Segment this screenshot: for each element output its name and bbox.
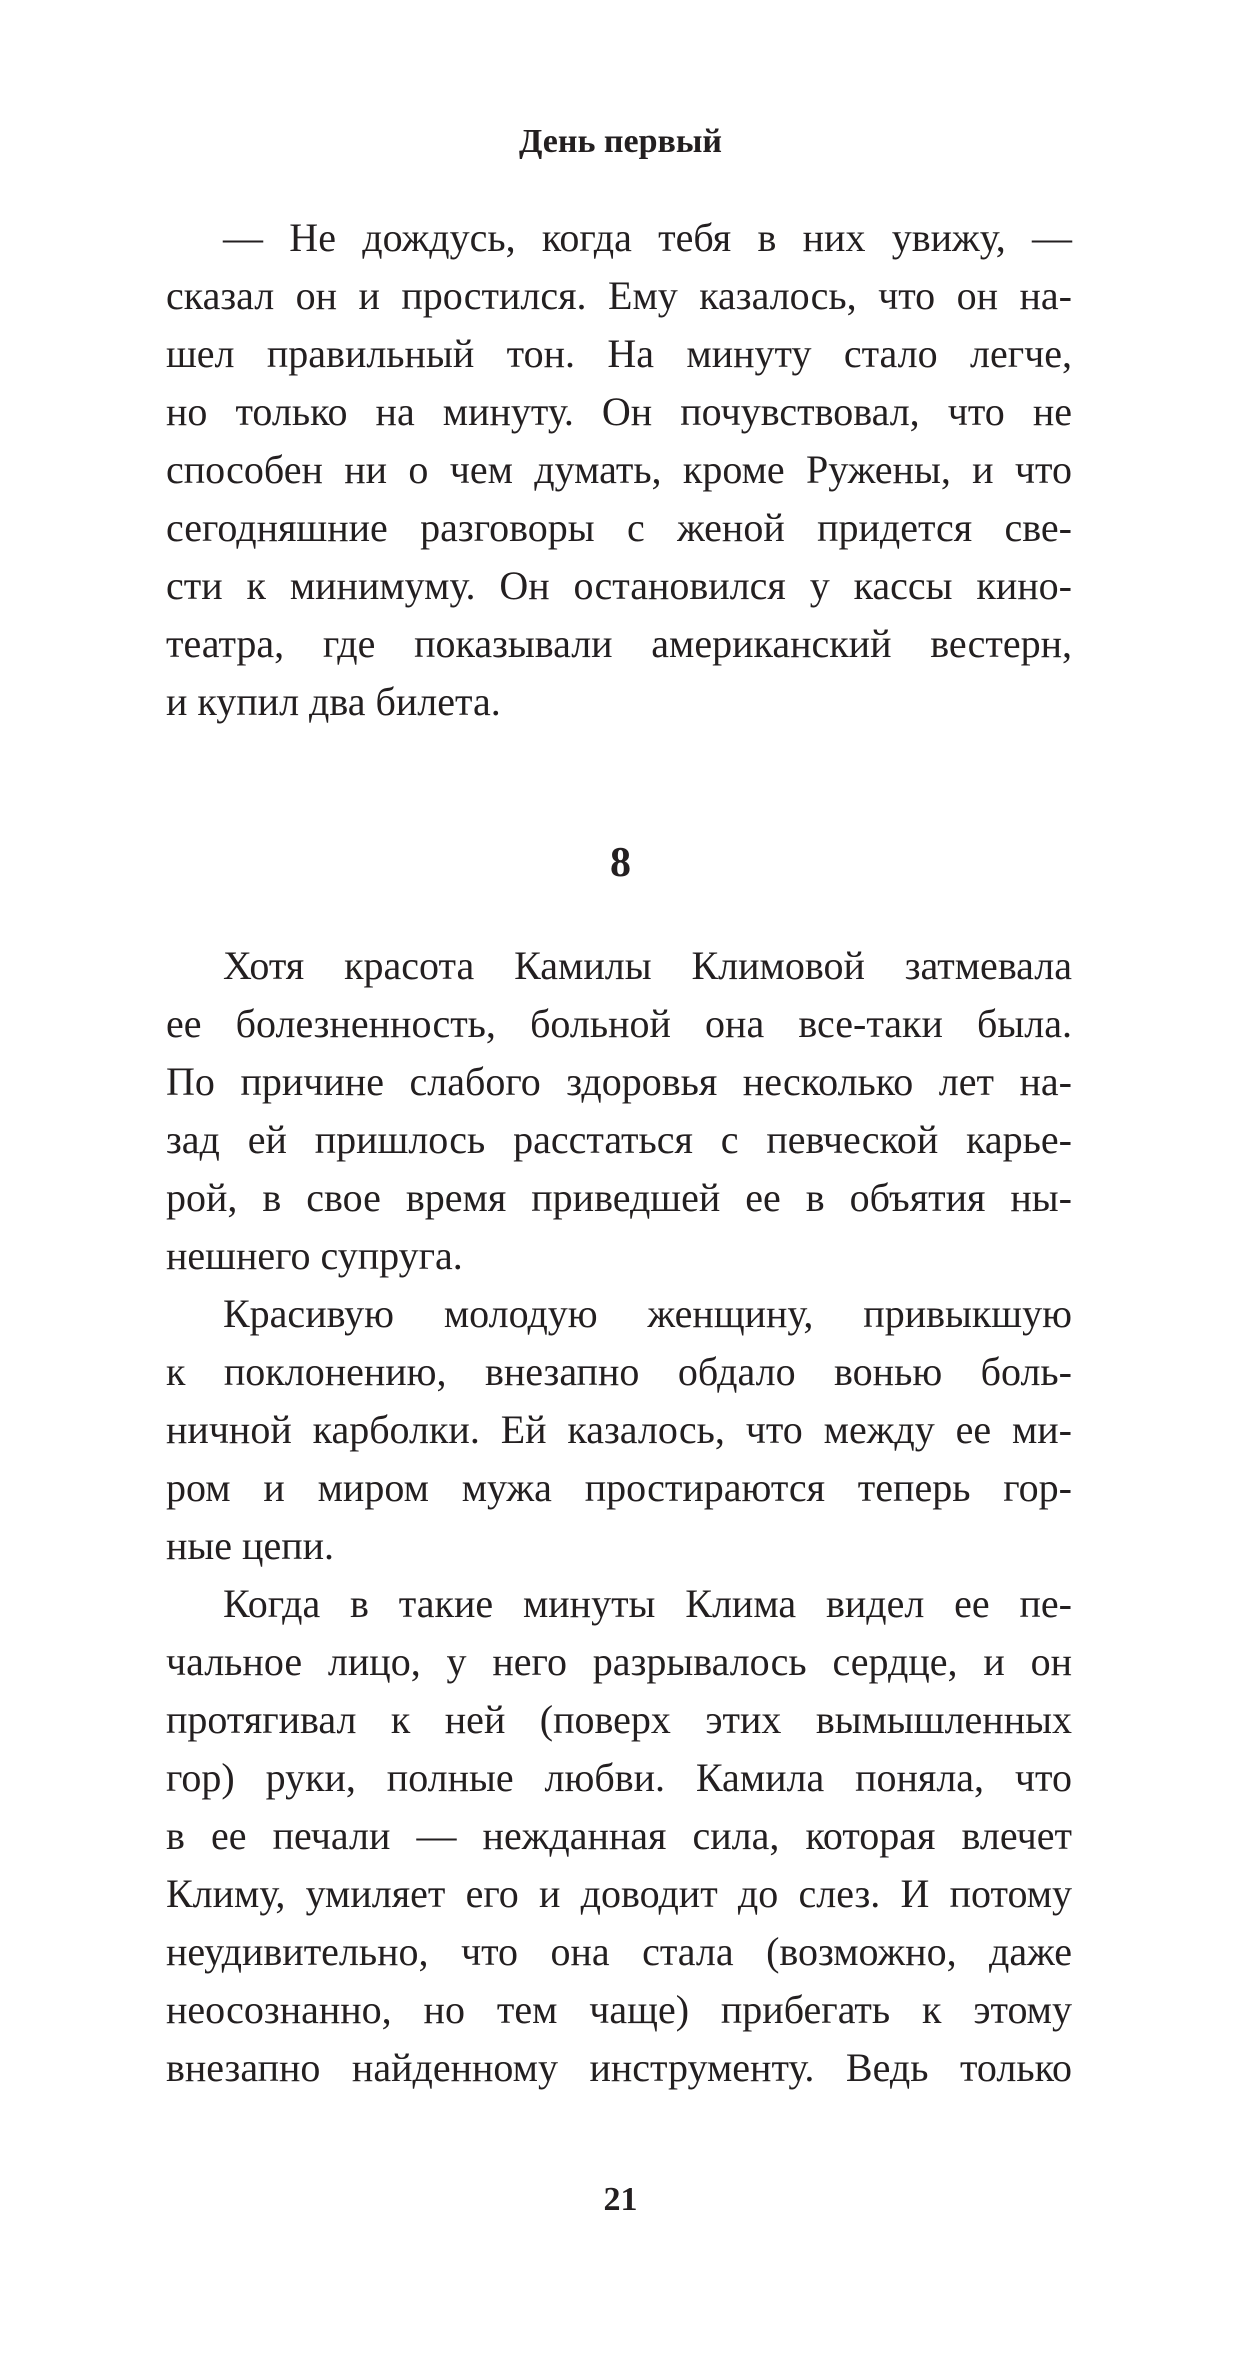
text-line: способен ни о чем думать, кроме Ружены, и что: [166, 447, 1072, 492]
text-line: чальное лицо, у него разрывалось сердце, и он: [166, 1639, 1072, 1684]
text-line: неудивительно, что она стала (возможно, даже: [166, 1929, 1072, 1974]
text-line: внезапно найденному инструменту. Ведь только: [166, 2045, 1072, 2090]
text-line: ром и миром мужа простираются теперь гор-: [166, 1465, 1072, 1510]
text-line: ничной карболки. Ей казалось, что между ее ми-: [166, 1407, 1072, 1452]
text-line: шел правильный тон. На минуту стало легче,: [166, 331, 1072, 376]
text-line: Климу, умиляет его и доводит до слез. И потому: [166, 1871, 1072, 1916]
chapter-number: 8: [610, 840, 631, 886]
text-block-continuation: [166, 209, 1072, 731]
text-line: сти к минимуму. Он остановился у кассы кино-: [166, 563, 1072, 608]
text-line: гор) руки, полные любви. Камила поняла, что: [166, 1755, 1072, 1800]
text-line: сегодняшние разговоры с женой придется све-: [166, 505, 1072, 550]
text-line: Хотя красота Камилы Климовой затмевала: [223, 943, 1072, 988]
text-line: к поклонению, внезапно обдало вонью боль-: [166, 1349, 1072, 1394]
text-line: зад ей пришлось расстаться с певческой карье-: [166, 1117, 1072, 1162]
text-line: Когда в такие минуты Клима видел ее пе-: [223, 1581, 1072, 1626]
text-line: но только на минуту. Он почувствовал, что не: [166, 389, 1072, 434]
text-line: неосознанно, но тем чаще) прибегать к этому: [166, 1987, 1072, 2032]
text-line: театра, где показывали американский вестерн,: [166, 621, 1072, 666]
text-line: По причине слабого здоровья несколько лет на-: [166, 1059, 1072, 1104]
text-line: протягивал к ней (поверх этих вымышленных: [166, 1697, 1072, 1742]
text-line: в ее печали — нежданная сила, которая влечет: [166, 1813, 1072, 1858]
text-line: ные цепи.: [166, 1523, 335, 1568]
running-head: День первый: [518, 123, 723, 160]
text-line: рой, в свое время приведшей ее в объятия ны-: [166, 1175, 1072, 1220]
page-number: 21: [603, 2181, 638, 2218]
text-line: сказал он и простился. Ему казалось, что он на-: [166, 273, 1072, 318]
text-line: Красивую молодую женщину, привыкшую: [223, 1291, 1072, 1336]
text-line: ее болезненность, больной она все-таки была.: [166, 1001, 1072, 1046]
text-line: и купил два билета.: [166, 679, 501, 724]
text-line: нешнего супруга.: [166, 1233, 463, 1278]
text-line: — Не дождусь, когда тебя в них увижу, —: [223, 215, 1072, 260]
text-block-chapter: [166, 937, 1072, 2097]
